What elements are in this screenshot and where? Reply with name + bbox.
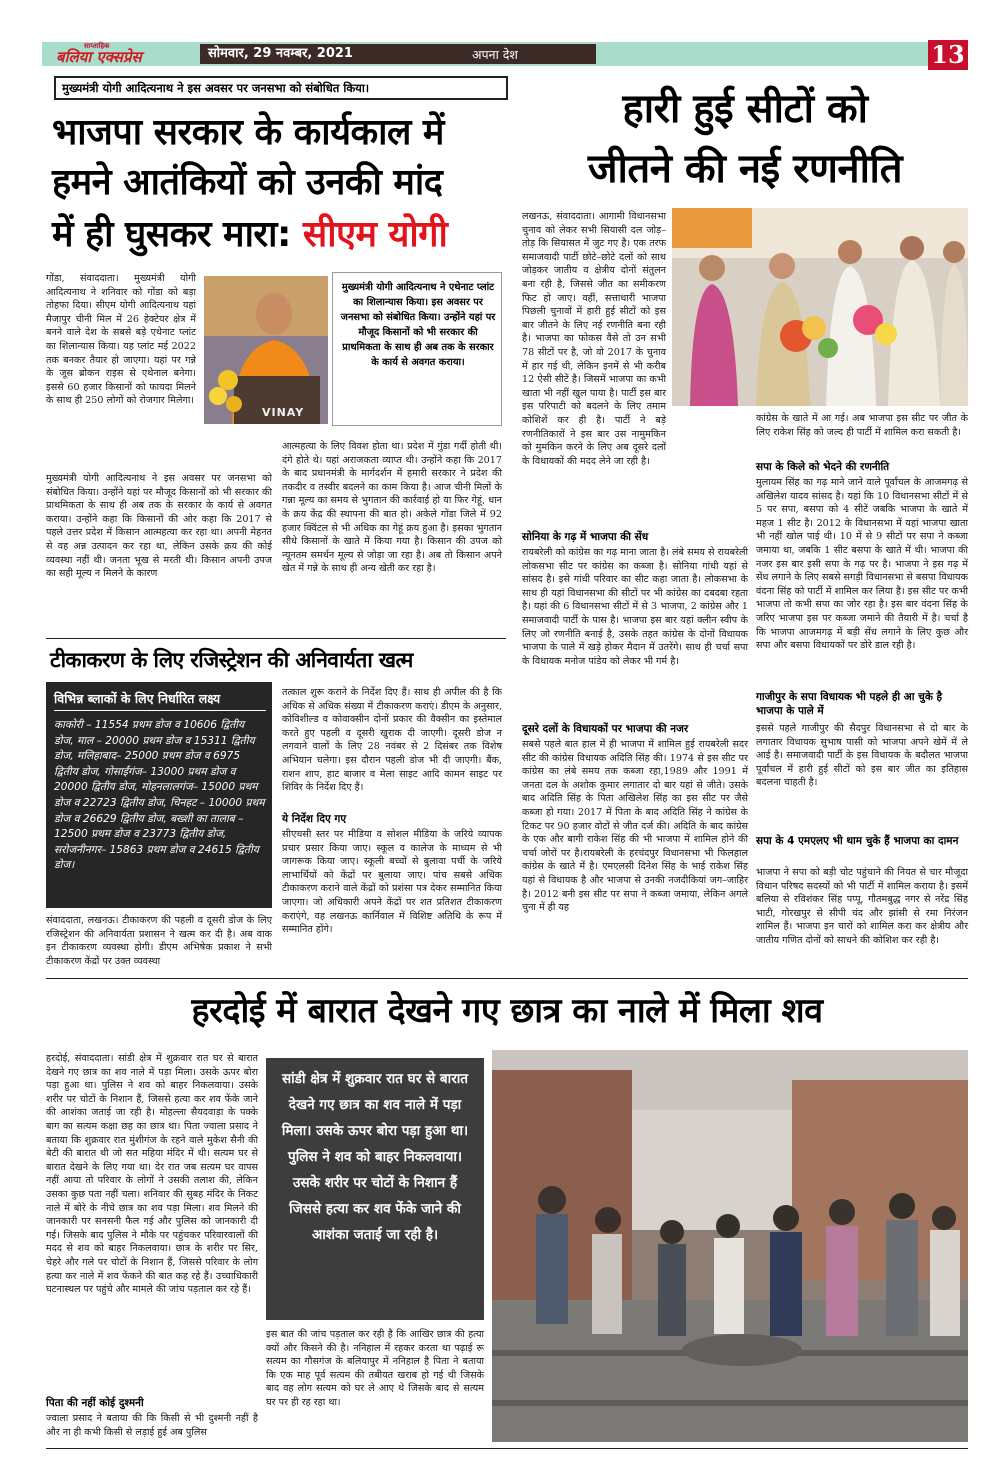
story2-col2-b: सीएचसी स्तर पर मीडिया व सोशल मीडिया के जरिये व्यापक प्रचार प्रसार किया जाए। स्कूल व कालेज के माध्यम से भी जागरूक किया जाए। स्कूली बच्चों से बुलावा पर्ची के जरिये लाभार्थियों को केंद्रों पर बुलाया जाए। पांच सबसे अधिक टीकाकरण कराने वाले केंद्रों को प्रशंसा पत्र देकर सम्मानित किया जाएगा। जो अधिकारी अपने केंद्रों पर शत प्रतिशत टीकाकरण कराएंगे, वह लखनऊ कार्निवाल में विशिष्ट अतिथि के रूप में सम्मानित होंगे।	[282, 829, 502, 936]
story4-col1-subhead: पिता की नहीं कोई दुश्मनी	[46, 1397, 144, 1409]
story3-col2-subhead1: सपा के किले को भेदने की रणनीति	[756, 461, 890, 473]
story1-photo-banner: VINAY	[262, 406, 305, 419]
story4-callout: सांडी क्षेत्र में शुक्रवार रात घर से बारात देखने गए छात्र का शव नाले में पड़ा मिला। उसके ऊपर बोरा पड़ा हुआ था। पुलिस ने शव को बाहर निकलवाया। उसके शरीर पर चोटों के निशान हैं जिससे हत्या कर शव फेंके जाने की आशंका जताई जा रही है।	[281, 1071, 469, 1243]
story1-col1-bottom: मुख्यमंत्री योगी आदित्यनाथ ने इस अवसर पर जनसभा को संबोधित किया। उन्होंने यहां पर मौजूद किसानों को भी सरकार की प्राथमिकता के साथ ही अब तक के सरकार के कार्य से अवगत कराया। उन्होंने कहा कि किसानों की ओर कहा कि 2017 से पहले उत्तर प्रदेश में किसान आत्महत्या कर रहा था। अपनी मेहनत से वह अन्न उत्पादन कर रहा था, लेकिन उसके क्रय की कोई व्यवस्था नहीं थी। जनता भूख से मरती थी। किसान अपनी उपज का सही मूल्य न मिलने के कारण	[46, 473, 272, 580]
story3-headline-line2: जीतने की नई रणनीति	[587, 146, 903, 192]
masthead-brand-name: बलिया एक्सप्रेस	[56, 48, 142, 66]
page-bottom-rule	[46, 1448, 968, 1449]
story1-headline-red: सीएम योगी	[302, 214, 448, 255]
story2-box-title: विभिन्न ब्लाकों के लिए निर्धारित लक्ष्य	[54, 690, 266, 711]
masthead-brand-small: साप्ताहिक	[84, 42, 110, 50]
masthead-date: सोमवार, 29 नवम्बर, 2021	[208, 46, 353, 61]
story3-col2-subhead3: सपा के 4 एमएलए भी थाम चुके हैं भाजपा का दामन	[756, 835, 959, 847]
story3-col2-d: भाजपा ने सपा को बड़ी चोट पहुंचाने की नियत से चार मौजूदा विधान परिषद सदस्यों को भी पार्टी में शामिल कराया है। इसमें बलिया से रविशंकर सिंह पप्पू, गौतमबुद्ध नगर से नरेंद्र सिंह भाटी, गोरखपुर से सीपी चंद और झांसी से रमा निरंजन शामिल हैं। भाजपा इन चारों को शामिल करा कर क्षेत्रीय और जातीय गणित दोनों को साधने की कोशिश कर रही है।	[756, 867, 968, 946]
story1-headline-line3	[52, 212, 512, 258]
masthead-brand	[46, 42, 206, 66]
masthead-section: अपना देश	[472, 47, 518, 62]
story2-box-text: काकोरी – 11554 प्रथम डोज व 10606 द्वितीय डोज, माल – 20000 प्रथम डोज व 15311 द्वितीय डोज, मलिहाबाद– 25000 प्रथम डोज व 6975 द्वितीय डोज, गोसाईंगंज– 13000 प्रथम डोज व 20000 द्वितीय डोज, मोहनलालगंज– 15000 प्रथम डोज व 22723 द्वितीय डोज, चिनहट – 10000 प्रथम डोज व 26629 द्वितीय डोज, बख्शी का तालाब – 12500 प्रथम डोज व 23773 द्वितीय डोज, सरोजनीनगर– 15863 प्रथम डोज व 24615 द्वितीय डोज।	[54, 719, 265, 872]
story1-headline-line2: हमने आतंकियों को उनकी मांद	[52, 162, 443, 203]
divider-story1	[46, 638, 506, 639]
story3-col1-body-b: रायबरेली को कांग्रेस का गढ़ माना जाता है। लंबे समय से रायबरेली लोकसभा सीट पर कांग्रेस का कब्जा है। सोनिया गांधी यहां से सांसद है। इसे गांधी परिवार का सीट कहा जाता है। लोकसभा के साथ ही यहां विधानसभा की सीटों पर भी कांग्रेस का दबदबा रहता है। यहां की 6 विधानसभा सीटों में से 3 भाजपा, 2 कांग्रेस और 1 समाजवादी पार्टी के पास है। भाजपा इस बार यहां क्लीन स्वीप के लिए जो रणनीति बनाई है, उसके तहत कांग्रेस के दोनों विधायक भाजपा के पाले में खड़े होकर मैदान में उतरेंगे। साथ ही चर्चा सपा के विधायक मनोज पांडेय को लेकर भी गर्म है।	[522, 547, 748, 667]
story3-col2-a: कांग्रेस के खाते में आ गई। अब भाजपा इस सीट पर जीत के लिए राकेश सिंह को जल्द ही पार्टी में शामिल करा सकती है।	[756, 413, 968, 438]
group-photo-icon	[672, 208, 968, 406]
story2-col2-a: तत्काल शुरू कराने के निर्देश दिए हैं। साथ ही अपील की है कि अधिक से अधिक संख्या में टीकाकरण कराएं। डीएम के अनुसार, कोविशील्ड व कोवाक्सीन दोनों प्रकार की वैक्सीन का इस्तेमाल करते हुए पहली व दूसरी खुराक दी जाएगी। दूसरी डोज न लगवाने वालों के लिए 28 नवंबर से 2 दिसंबर तक विशेष अभियान चलेगा। इस दौरान पहली डोज भी दी जाएगी। बैंक, राशन शाप, हाट बाजार व मेला साइट आदि कामन साइट पर शिविर के निर्देश दिए हैं।	[282, 687, 502, 794]
story2-col2-subhead: ये निर्देश दिए गए	[282, 813, 347, 825]
story3-col1-body-c: सबसे पहले बात हाल में ही भाजपा में शामिल हुई रायबरेली सदर सीट की कांग्रेस विधायक अदिति सिंह की। 1974 से इस सीट पर कांग्रेस का लंबे समय तक कब्जा रहा,1989 और 1991 में जनता दल के अशोक कुमार लगातार दो बार यहां से जीते। उसके बाद अदिति सिंह के पिता अखिलेश सिंह का इस सीट पर जैसे कब्जा हो गया। 2017 में पिता के बाद अदिति सिंह ने कांग्रेस के टिकट पर 90 हजार वोटों से जीत दर्ज की। अदिति के बाद कांग्रेस के एक और बागी राकेश सिंह की भी भाजपा में शामिल होने की चर्चा जोरों पर है।रायबरेली के हरचंदपुर विधानसभा भी फिलहाल कांग्रेस के खाते में है। एमएलसी दिनेश सिंह के भाई राकेश सिंह यहां से विधायक है और भाजपा से उनकी नजदीकियां जग–जाहिर है। 2012 बनी इस सीट पर सपा ने कब्जा जमाया, लेकिन अगले चुना में ही यह	[522, 739, 748, 914]
story2-headline: टीकाकरण के लिए रजिस्ट्रेशन की अनिवार्यता खत्म	[50, 648, 413, 672]
story3-col2-b: मुलायम सिंह का गढ़ माने जाने वाले पूर्वांचल के आजमगढ़ से अखिलेश यादव सांसद है। यहां कि 10 विधानसभा सीटों में से 5 पर सपा, बसपा को 4 सीटें जबकि भाजपा के खाते में महज 1 सीट है। 2012 के विधानसभा में यहां भाजपा खाता भी नहीं खोल पाई थी। 10 में से 9 सीटों पर सपा ने कब्जा जमाया था, जबकि 1 सीट बसपा के खाते में थी। भाजपा की नजर इस बार इसी सपा के गढ़ पर है। भाजपा ने इस गढ़ में सेंध लगाने के लिए सबसे सगड़ी विधानसभा से बसपा विधायक वंदना सिंह को पार्टी में शामिल कर लिया है। इस सीट पर कभी भाजपा तो कभी सपा का जोर रहा है। इस बार वंदना सिंह के जरिए भाजपा इस पर कब्जा जमाने की तैयारी में है। चर्चा है कि भाजपा आजमगढ़ में बड़ी सेंध लगाने के लिए कुछ और सपा और बसपा विधायकों पर डोरे डाल रही है।	[756, 477, 968, 652]
story1-headline-black: में ही घुसकर मारा:	[52, 214, 291, 255]
story3-photo	[672, 208, 968, 406]
story4-headline: हरदोई में बारात देखने गए छात्र का नाले में मिला शव	[191, 991, 823, 1031]
divider-bottom-section	[46, 978, 968, 979]
story4-col1-b: ज्वाला प्रसाद ने बताया की कि किसी से भी दुश्मनी नहीं है और ना ही कभी किसी से लड़ाई हुई अब पुलिस	[46, 1413, 258, 1438]
story4-col1-a: हरदोई, संवाददाता। सांडी क्षेत्र में शुक्रवार रात घर से बारात देखने गए छात्र का शव नाले में पड़ा मिला। उसके ऊपर बोरा पड़ा हुआ था। पुलिस ने शव को बाहर निकलवाया। उसके शरीर पर चोटों के निशान हैं, जिससे हत्या कर शव फेंके जाने की आशंका जताई जा रही है। मोहल्ला सैयदवाड़ा के पक्के बाग का सत्यम कक्षा छह का छात्र था। पिता ज्वाला प्रसाद ने बताया कि शुक्रवार रात मुंशीगंज के रहने वाले मुकेश सैनी की बेटी की बारात थी जो सत महिया मंदिर में थी। सत्यम घर से बारात देखने के लिए गया था। देर रात जब सत्यम घर वापस नहीं आया तो परिवार के लोगों ने उसकी तलाश की, लेकिन उसका कुछ पता नहीं चला। शनिवार की सुबह मंदिर के निकट नाले में बोरे के नीचे छात्र का शव पड़ा मिला। शव मिलने की जानकारी पर सनसनी फैल गई और पुलिस को जानकारी दी गई। जिसके बाद पुलिस ने मौके पर पहुंचकर परिवारवालों की मदद से शव को बाहर निकलवाया। छात्र के शरीर पर सिर, चेहरे और गले पर चोटों के निशान हैं, जिससे परिवार के लोग हत्या कर नाले में शव फेंकने की बात कह रहे हैं। उच्चाधिकारी घटनास्थल पर पहुंचे और मामले की जांच पड़ताल कर रहे हैं।	[46, 1053, 258, 1296]
story1-col2: आत्महत्या के लिए विवश होता था। प्रदेश में गुंडा गर्दी होती थी। दंगे होते थे। यहां अराजकता व्याप्त थी। उन्होंने कहा कि 2017 के बाद प्रधानमंत्री के मार्गदर्शन में हमारी सरकार ने प्रदेश की तकदीर व तस्वीर बदलने का काम किया है। आज चीनी मिलों के गन्ना मूल्य का समय से भुगतान की कार्रवाई हो या फिर गेहूं, धान के क्रय केंद्र की स्थापना की बात हो। अकेले गोंडा जिले में 92 हजार क्विंटल से भी अधिक का गेहूं क्रय हुआ है। इसका भुगतान सीधे किसानों के खाते में किया गया है। किसान की उपज को न्यूनतम समर्थन मूल्य से जोड़ा जा रहा है। अब तो किसान अपने खेत में गन्ने के साथ ही अन्य खेती कर रहा है।	[282, 441, 502, 575]
story3-col1-subhead1: सोनिया के गढ़ में भाजपा की सेंध	[522, 531, 649, 543]
story3-col2-subhead2: गाजीपुर के सपा विधायक भी पहले ही आ चुके है भाजपा के पाले में	[756, 691, 943, 717]
story1-callout: मुख्यमंत्री योगी आदित्यनाथ ने एथेनाट प्लांट का शिलान्यास किया। इस अवसर पर जनसभा को संबोधित किया। उन्होंने यहां पर मौजूद किसानों को भी सरकार की प्राथमिकता के साथ ही अब तक के सरकार के कार्य से अवगत कराया।	[340, 282, 496, 368]
story4-photo	[492, 1050, 968, 1442]
story3-col1-a: लखनऊ, संवाददाता। आगामी विधानसभा चुनाव को लेकर सभी सियासी दल जोड़–तोड़ कि सियासत में जुट गए है। एक तरफ समाजवादी पार्टी छोटे–छोटे दलों को साथ जोड़कर जातीय व क्षेत्रीय दोनों संतुलन बना रही है, जिससे जीत का समीकरण फिट हो जाए। वहीं, सत्ताधारी भाजपा पिछली चुनावों में हारी हुई सीटों को इस बार जीतने के लिए नई रणनीति बना रही है। भाजपा का फोकस वैसे तो उन सभी 78 सीटों पर है, जो वो 2017 के चुनाव में हार गई थी, लेकिन इनमें से भी करीब 12 ऐसी सीटें है। जिसमें भाजपा का कभी खाता भी नहीं खुल पाया है। पार्टी इस बार इस परिपाटी को बदलने के लिए तमाम कोशिशें कर ही है। पार्टी ने बड़े रणनीतिकारों ने इस बार उस नामुमकिन को मुमकिन करने के लिए अब दूसरे दलों के विधायकों की मदद लेने जा रही है।	[522, 211, 666, 467]
story1-headline-line1: भाजपा सरकार के कार्यकाल में	[52, 112, 444, 153]
story3-col1-subhead2: दूसरे दलों के विधायकों पर भाजपा की नजर	[522, 723, 689, 735]
story3-col2-c: इससे पहले गाजीपुर की सैदपुर विधानसभा से दो बार के लगातार विधायक सुभाष पासी को भाजपा अपने खेमें में ले आई है। समाजवादी पार्टी के इस विधायक के बदौलत भाजपा पूर्वांचल में हारी हुई सीटों को इस बार जीत का इतिहास बदलना चाहती है।	[756, 723, 968, 789]
story1-col1-top: गोंडा, संवाददाता। मुख्यमंत्री योगी आदित्यनाथ ने शनिवार को गोंडा को बड़ा तोहफा दिया। सीएम योगी आदित्यनाथ यहां मैजापुर चीनी मिल में 26 हेक्टेयर क्षेत्र में बनने वाले देश के सबसे बड़े एथेनाट प्लांट का शिलान्यास किया। यह प्लांट मई 2022 तक बनकर तैयार हो जाएगा। यहां पर गन्ने के जूस ब्रोकन राइस से एथेनाल बनेगा। इससे 60 हजार किसानों को फायदा मिलने के साथ ही 250 लोगों को रोजगार मिलेगा।	[46, 273, 196, 407]
story4-col2: इस बात की जांच पड़ताल कर रही है कि आखिर छात्र की हत्या क्यों और किसने की है। ननिहाल में रहकर करता था पढ़ाई रू सत्यम का गौसगंज के बलियापुर में ननिहाल है पिता ने बताया कि एक माह पूर्व सत्यम की तबीयत खराब हो गई थी जिसके बाद वह लोग सत्यम को घर ले आए थे जिसके बाद से सत्यम घर पर ही रह रहा था।	[266, 1329, 484, 1408]
page-number: 13	[931, 40, 965, 69]
portrait-photo-icon	[204, 276, 328, 424]
story3-headline-line1: हारी हुई सीटों को	[622, 86, 868, 132]
story1-photo	[204, 276, 328, 424]
story2-col1: संवाददाता, लखनऊ। टीकाकरण की पहली व दूसरी डोज के लिए रजिस्ट्रेशन की अनिवार्यता प्रशासन ने खत्म कर दी है। अब वाक इन टीकाकरण व्यवस्था होगी। डीएम अभिषेक प्रकाश ने सभी टीकाकरण केंद्रों पर उक्त व्यवस्था	[46, 915, 272, 967]
story1-kicker: मुख्यमंत्री योगी आदित्यनाथ ने इस अवसर पर जनसभा को संबोधित किया।	[62, 81, 370, 95]
street-crowd-photo-icon	[492, 1050, 968, 1442]
